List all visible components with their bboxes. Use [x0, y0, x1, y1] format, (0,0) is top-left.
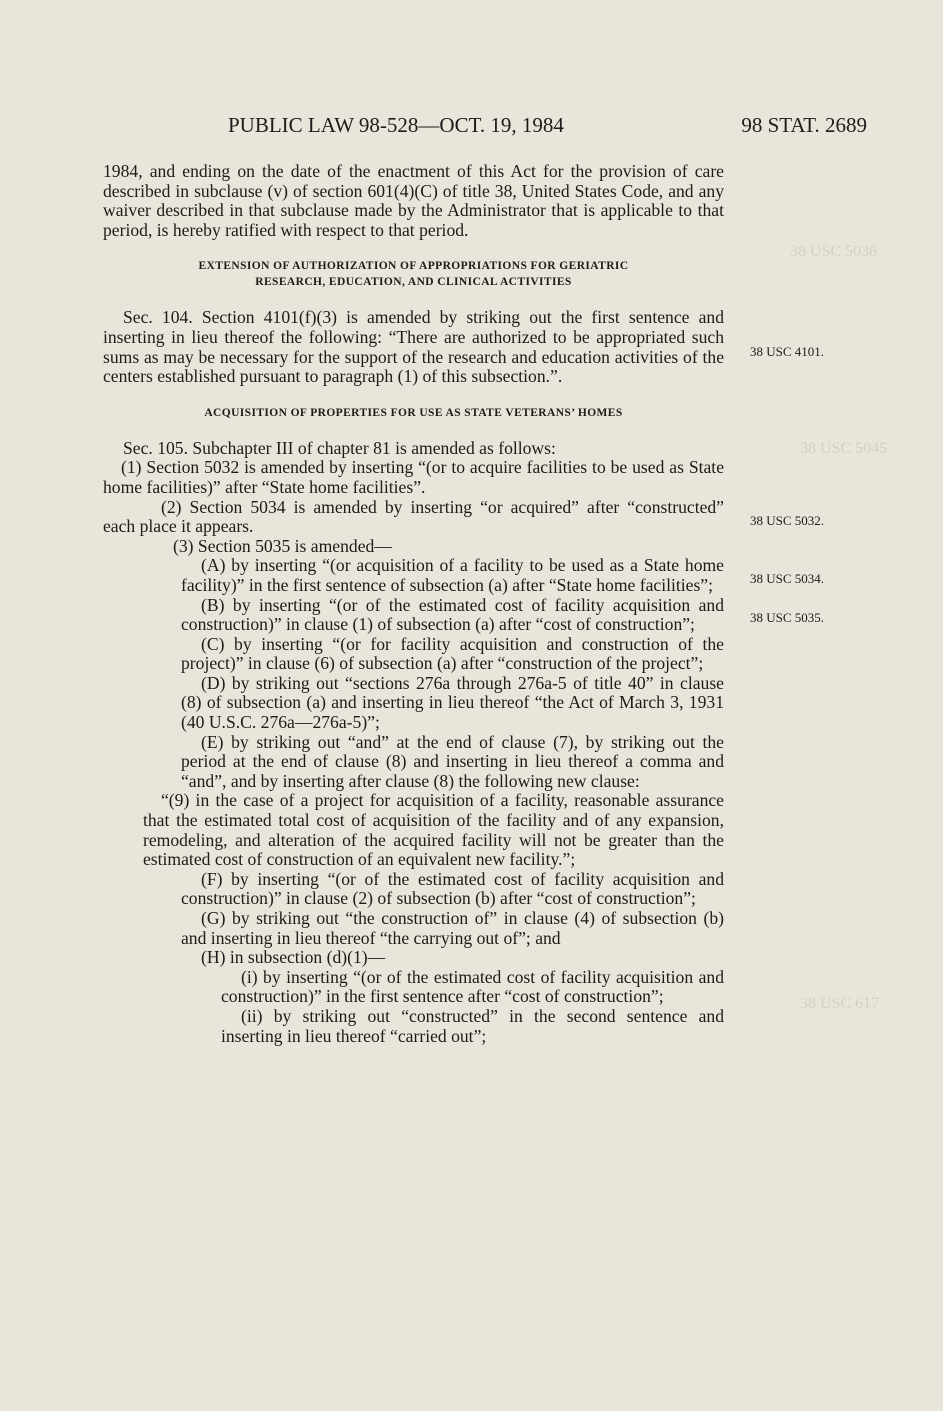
quoted-clause-9: “(9) in the case of a project for acquisition of a facility, reasonable assurance that the estimated total cost of acquisition of the facility and of any expansion, remodeling, and alteration of the acquired facility will not be greater than the estimated cost of construction of an equivalent new facility.”;: [143, 790, 724, 870]
intro-paragraph: 1984, and ending on the date of the enactment of this Act for the provision of care described in subclause (v) of section 601(4)(C) of title 38, United States Code, and any waiver described in that subclause made by the Administrator that is applicable to that period, is hereby ratified with respect to that period.: [103, 161, 724, 240]
document-body: [103, 162, 724, 1046]
header-title: PUBLIC LAW 98-528—OCT. 19, 1984: [228, 113, 564, 137]
section-heading-104: [103, 258, 724, 290]
item-G: (G) by striking out “the construction of” in clause (4) of subsection (b) and inserting in lieu thereof “the carrying out of”; and: [181, 908, 724, 948]
item-H: (H) in subsection (d)(1)—: [201, 947, 386, 968]
item-C: (C) by inserting “(or for facility acquisition and construction of the project)” in clause (6) of subsection (a) after “construction of the project”;: [181, 633, 724, 674]
item-1: (1) Section 5032 is amended by inserting “(or to acquire facilities to be used as State home facilities)” after “State home facilities”.: [103, 457, 724, 497]
item-3: (3) Section 5035 is amended—: [173, 535, 392, 556]
margin-note-5034: 38 USC 5034.: [750, 571, 825, 586]
item-H-i: (i) by inserting “(or of the estimated cost of facility acquisition and construction)” in the first sentence after “cost of construction”;: [221, 966, 724, 1007]
item-E: (E) by striking out “and” at the end of clause (7), by striking out the period at the end of clause (8) and inserting in lieu thereof a comma and “and”, and by inserting after clause (8) the following new clause:: [181, 731, 724, 791]
margin-note-5035: 38 USC 5035.: [750, 610, 825, 625]
item-H-ii: (ii) by striking out “constructed” in the second sentence and inserting in lieu thereof “carried out”;: [221, 1005, 724, 1046]
heading-line: EXTENSION OF AUTHORIZATION OF APPROPRIATIONS FOR GERIATRIC: [198, 260, 629, 273]
section-heading-105: ACQUISITION OF PROPERTIES FOR USE AS STATE VETERANS’ HOMES: [204, 406, 623, 419]
item-2: (2) Section 5034 is amended by inserting “or acquired” after “constructed” each place it appears.: [103, 496, 724, 537]
item-B: (B) by inserting “(or of the estimated cost of facility acquisition and construction)” in clause (1) of subsection (a) after “cost of construction”;: [181, 594, 724, 635]
margin-note-5032: 38 USC 5032.: [750, 513, 825, 528]
item-F: (F) by inserting “(or of the estimated cost of facility acquisition and construction)” in clause (2) of subsection (b) after “cost of construction”;: [181, 868, 724, 909]
margin-note-4101: 38 USC 4101.: [750, 344, 825, 359]
section-105-intro: Sec. 105. Subchapter III of chapter 81 is amended as follows:: [123, 437, 556, 458]
item-A: (A) by inserting “(or acquisition of a facility to be used as a State home facility)” in the first sentence of subsection (a) after “State home facilities”;: [181, 555, 724, 595]
section-104-text: Sec. 104. Section 4101(f)(3) is amended by striking out the first sentence and inserting in lieu thereof the following: “There are authorized to be appropriated such sums as may be necessary for the support of the research and education activities of the centers established pursuant to paragraph (1) of this subsection.”.: [103, 307, 724, 387]
bleed-through-text: 38 USC 5036: [790, 243, 878, 260]
item-D: (D) by striking out “sections 276a through 276a-5 of title 40” in clause (8) of subsection (a) and inserting in lieu thereof “the Act of March 3, 1931 (40 U.S.C. 276a—276a-5)”;: [181, 672, 724, 733]
bleed-through-text: 38 USC 5045: [800, 440, 888, 457]
header-stat: 98 STAT. 2689: [741, 113, 867, 137]
heading-line: RESEARCH, EDUCATION, AND CLINICAL ACTIVITIES: [255, 276, 572, 289]
bleed-through-text: 38 USC 617: [800, 995, 880, 1012]
